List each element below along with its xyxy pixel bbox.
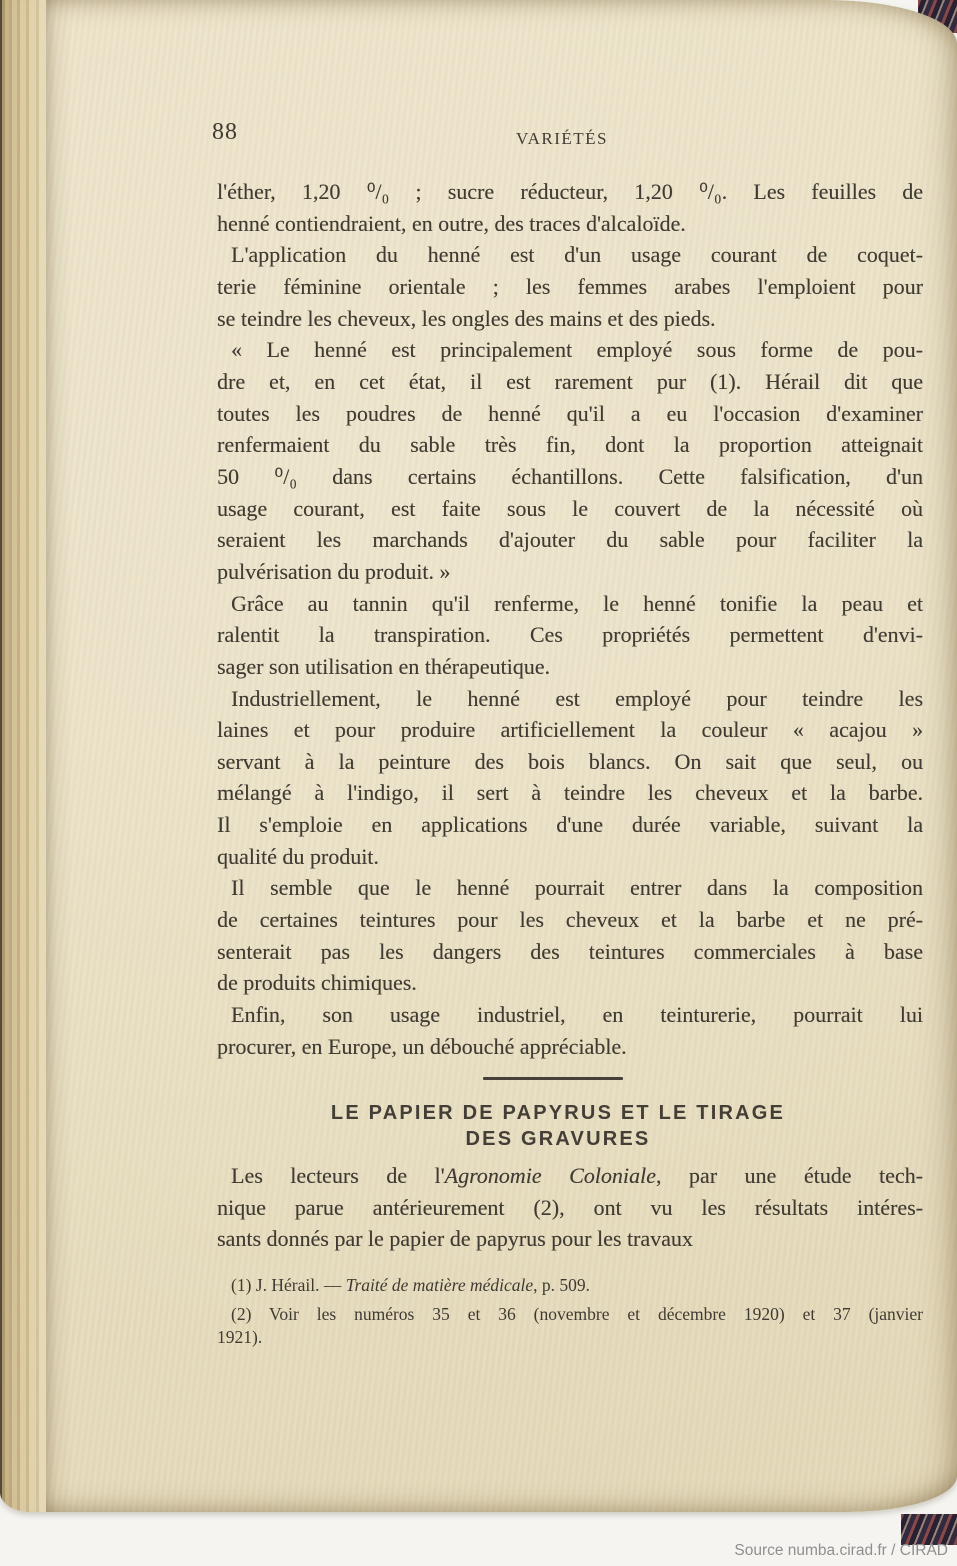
text-line: senterait pas les dangers des teintures commerciales à base [217, 938, 923, 964]
footnotes [217, 1274, 923, 1355]
text-line: (2) Voir les numéros 35 et 36 (novembre et décembre 1920) et 37 (janvier [231, 1304, 923, 1324]
source-attribution: Source numba.cirad.fr / CIRAD [734, 1542, 948, 1559]
text-line: Grâce au tannin qu'il renferme, le henné tonifie la peau et [231, 590, 923, 616]
paragraph [217, 176, 923, 239]
text-line: (1) J. Hérail. — Traité de matière médicale, p. 509. [231, 1275, 591, 1295]
section-heading-line-1: LE PAPIER DE PAPYRUS ET LE TIRAGE [330, 1102, 786, 1124]
paragraph [217, 239, 923, 334]
text-line: « Le henné est principalement employé sous forme de pou- [231, 337, 923, 363]
text-line: seraient les marchands d'ajouter du sable pour faciliter la [217, 527, 923, 553]
book-cover-corner-bottom [901, 1514, 957, 1545]
text-line: usage courant, est faite sous le couvert de la nécessité où [217, 495, 923, 521]
text-line: Les lecteurs de l'Agronomie Coloniale, par une étude tech- [231, 1163, 923, 1188]
text-line: servant à la peinture des bois blancs. On sait que seul, ou [217, 748, 923, 774]
text-line: henné contiendraient, en outre, des traces d'alcaloïde. [217, 210, 686, 236]
text-line: Enfin, son usage industriel, en teinturerie, pourrait lui [231, 1002, 923, 1028]
section-divider [483, 1077, 623, 1080]
intro-text [217, 1160, 923, 1255]
section-heading-line-2: DES GRAVURES [465, 1128, 651, 1150]
text-line: 1921). [217, 1327, 263, 1347]
text-line: L'application du henné est d'un usage courant de coquet- [231, 242, 923, 268]
text-line: procurer, en Europe, un débouché appréciable. [217, 1033, 627, 1059]
text-line: sager son utilisation en thérapeutique. [217, 653, 550, 679]
text-line: renfermaient du sable très fin, dont la proportion atteignait [217, 432, 923, 458]
gutter-shadow [46, 0, 72, 1512]
text-line: Il semble que le henné pourrait entrer dans la composition [231, 875, 923, 901]
body-text [217, 176, 923, 1062]
text-line: Industriellement, le henné est employé pour teindre les [231, 685, 923, 711]
paragraph [217, 1274, 923, 1297]
text-line: dre et, en cet état, il est rarement pur (1). Hérail dit que [217, 368, 923, 394]
paragraph [217, 999, 923, 1062]
page-edge-stack [0, 0, 46, 1512]
paragraph [217, 334, 923, 587]
text-line: ralentit la transpiration. Ces propriétés permettent d'envi- [217, 622, 923, 648]
text-line: terie féminine orientale ; les femmes arabes l'emploient pour [217, 273, 923, 299]
text-line: qualité du produit. [217, 843, 379, 869]
running-header: VARIÉTÉS [516, 129, 608, 148]
text-line: 50 ⁰/₀ dans certains échantillons. Cette falsification, d'un [217, 463, 923, 489]
page-number: 88 [212, 119, 238, 145]
text-line: de certaines teintures pour les cheveux et la barbe et ne pré- [217, 907, 923, 933]
paragraph [217, 588, 923, 683]
text-line: Il s'emploie en applications d'une durée variable, suivant la [217, 812, 923, 838]
paragraph [217, 872, 923, 999]
text-line: sants donnés par le papier de papyrus pour les travaux [217, 1226, 693, 1252]
paragraph [217, 1303, 923, 1349]
section-heading [205, 1100, 911, 1152]
text-line: laines et pour produire artificiellement la couleur « acajou » [217, 717, 923, 743]
paragraph [217, 683, 923, 873]
text-line: pulvérisation du produit. » [217, 558, 451, 584]
text-line: l'éther, 1,20 ⁰/₀ ; sucre réducteur, 1,20 ⁰/₀. Les feuilles de [217, 179, 923, 204]
text-line: toutes les poudres de henné qu'il a eu l'occasion d'examiner [217, 400, 923, 426]
text-line: mélangé à l'indigo, il sert à teindre les cheveux et la barbe. [217, 780, 923, 806]
paragraph [217, 1160, 923, 1255]
text-line: nique parue antérieurement (2), ont vu les résultats intéres- [217, 1194, 923, 1220]
text-line: se teindre les cheveux, les ongles des mains et des pieds. [217, 305, 716, 331]
text-line: de produits chimiques. [217, 970, 417, 996]
